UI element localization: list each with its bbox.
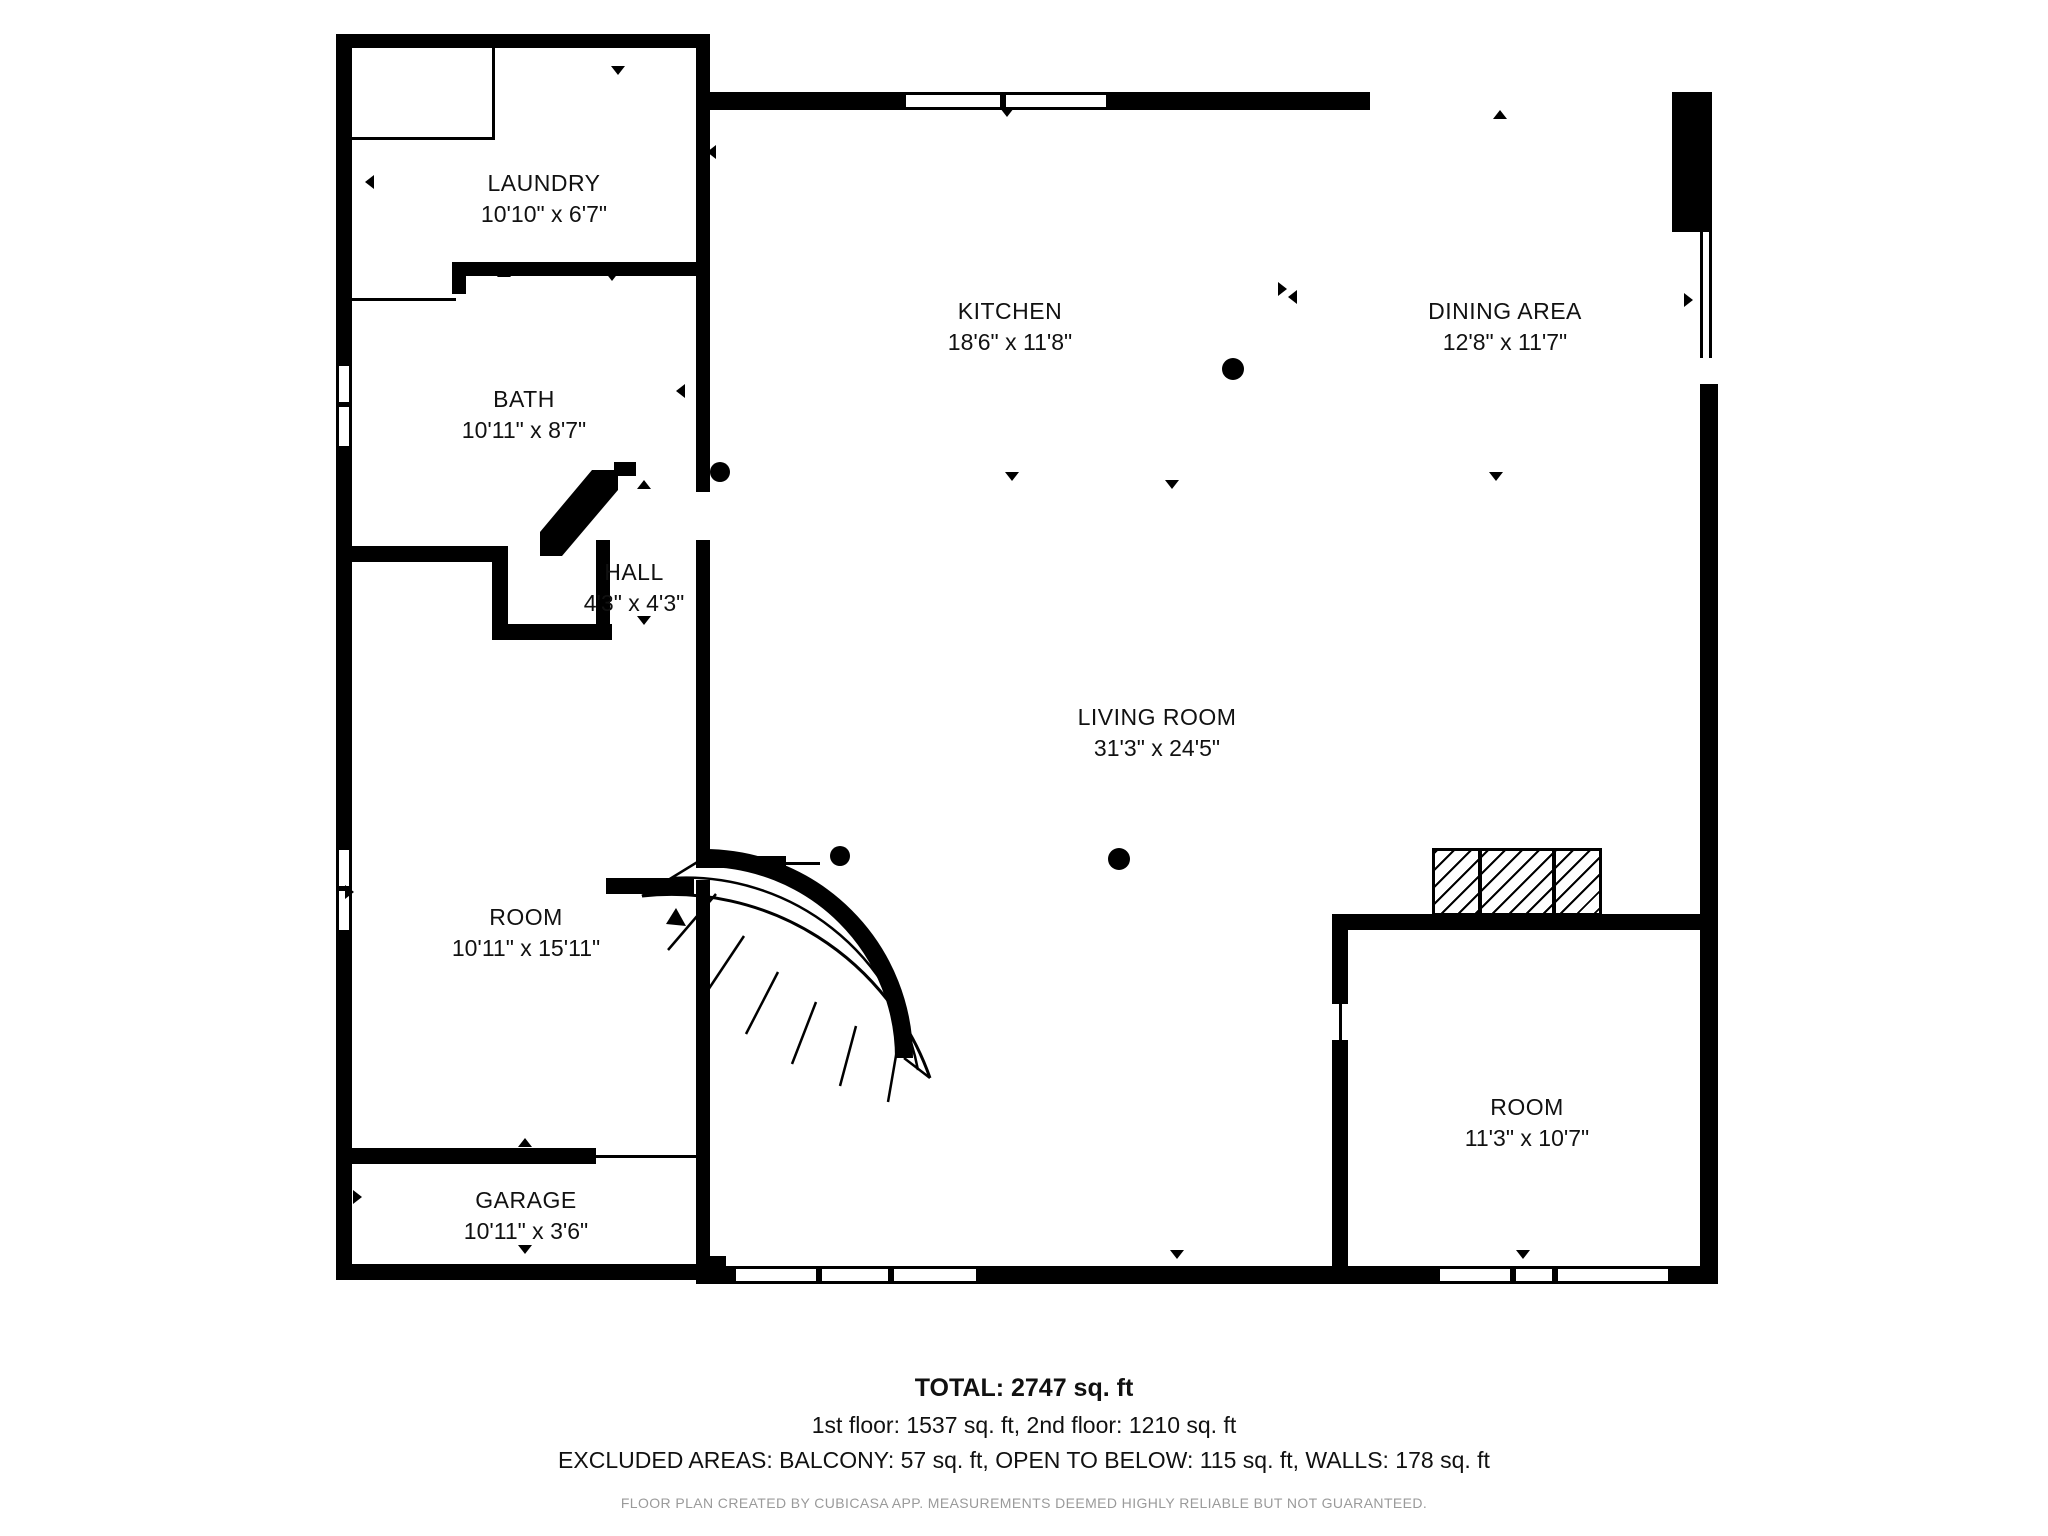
wall-exterior-bottom-left bbox=[336, 1264, 710, 1280]
wall-left-wing-right-3 bbox=[696, 540, 710, 856]
room-name: GARAGE bbox=[475, 1187, 577, 1213]
wall-window-mullion-bath bbox=[336, 402, 352, 407]
door-laundry-threshold bbox=[352, 298, 456, 301]
plan-summary bbox=[0, 1370, 2048, 1511]
direction-arrow-room-left bbox=[345, 885, 354, 899]
room-name: ROOM bbox=[1490, 1094, 1564, 1120]
floor-breakdown: 1st floor: 1537 sq. ft, 2nd floor: 1210 sq. ft bbox=[811, 1411, 1237, 1438]
window-dining-right bbox=[1700, 232, 1712, 358]
staircase-curved bbox=[690, 830, 1060, 1200]
wall-exterior-bottom-main bbox=[696, 1256, 726, 1284]
wall-window-mullion-b4 bbox=[1552, 1266, 1558, 1284]
direction-arrow-garage-top bbox=[518, 1138, 532, 1147]
direction-arrow-room-br-bottom bbox=[1516, 1250, 1530, 1259]
room-label-laundry bbox=[481, 168, 607, 230]
room-name: LAUNDRY bbox=[487, 170, 601, 196]
door-garage-threshold bbox=[596, 1155, 700, 1158]
ceiling-fixture-living bbox=[1108, 848, 1130, 870]
window-bottom-living-1 bbox=[736, 1266, 976, 1284]
direction-arrow-bath-angled bbox=[637, 480, 651, 489]
wall-bath-angled bbox=[540, 462, 690, 562]
wall-laundry-bath-divider bbox=[452, 262, 710, 276]
room-label-living-room bbox=[1078, 702, 1237, 764]
direction-arrow-garage-left bbox=[353, 1190, 362, 1204]
direction-arrow-dining-right bbox=[1684, 293, 1693, 307]
direction-arrow-bath-top-1 bbox=[497, 268, 511, 277]
wall-exterior-top-right bbox=[1672, 92, 1712, 232]
room-dims: 12'8" x 11'7" bbox=[1442, 329, 1568, 356]
excluded-areas: EXCLUDED AREAS: BALCONY: 57 sq. ft, OPEN TO BELOW: 115 sq. ft, WALLS: 178 sq. ft bbox=[558, 1447, 1490, 1474]
room-dims: 10'10" x 6'7" bbox=[480, 201, 608, 228]
direction-arrow-laundry-top bbox=[611, 66, 625, 75]
room-label-garage bbox=[464, 1185, 588, 1247]
door-stair-threshold bbox=[710, 862, 820, 865]
wall-exterior-bottom-6 bbox=[1668, 1266, 1718, 1284]
closet-divider-1 bbox=[1478, 848, 1482, 916]
room-label-hall bbox=[584, 557, 685, 619]
door-hinge-stair bbox=[830, 846, 850, 866]
wall-bath-right-stub bbox=[614, 462, 636, 476]
room-name: BATH bbox=[493, 386, 555, 412]
direction-arrow-living-bottom bbox=[1170, 1250, 1184, 1259]
wall-exterior-left bbox=[336, 34, 352, 1280]
wall-exterior-right-lower bbox=[1700, 914, 1718, 1280]
wall-left-wing-right-2 bbox=[696, 262, 710, 492]
room-label-dining-area bbox=[1428, 296, 1582, 358]
room-label-kitchen bbox=[948, 296, 1072, 358]
direction-arrow-kitchen-mid-1 bbox=[1278, 282, 1287, 296]
room-dims: 11'3" x 10'7" bbox=[1464, 1125, 1590, 1152]
direction-arrow-laundry-left bbox=[365, 175, 374, 189]
direction-arrow-kitchen-mid-4 bbox=[1165, 480, 1179, 489]
room-name: DINING AREA bbox=[1428, 298, 1582, 324]
ceiling-fixture-kitchen bbox=[1222, 358, 1244, 380]
room-label-room-left bbox=[452, 902, 600, 964]
room-dims: 31'3" x 24'5" bbox=[1093, 735, 1221, 762]
wall-exterior-bottom-3 bbox=[976, 1266, 1124, 1284]
room-label-room-bottom-right bbox=[1465, 1092, 1589, 1154]
room-name: LIVING ROOM bbox=[1077, 704, 1237, 730]
room-name: KITCHEN bbox=[957, 298, 1063, 324]
wall-room-garage-divider bbox=[336, 1148, 596, 1164]
wall-laundry-counter-right bbox=[492, 40, 495, 140]
room-dims: 18'6" x 11'8" bbox=[947, 329, 1073, 356]
direction-arrow-hall-inner bbox=[509, 627, 523, 636]
closet-hatch bbox=[1432, 848, 1602, 916]
direction-arrow-dining-mid bbox=[1489, 472, 1503, 481]
direction-arrow-bath-right bbox=[676, 384, 685, 398]
door-hinge-hall bbox=[710, 462, 730, 482]
direction-arrow-laundry-right bbox=[707, 145, 716, 159]
creator-credit: FLOOR PLAN CREATED BY CUBICASA APP. MEASUREMENTS DEEMED HIGHLY RELIABLE BUT NOT GUARANTEED. bbox=[620, 1494, 1428, 1511]
direction-arrow-kitchen-mid-2 bbox=[1288, 290, 1297, 304]
wall-bath-bottom bbox=[352, 546, 506, 562]
total-area: TOTAL: 2747 sq. ft bbox=[914, 1374, 1134, 1402]
direction-arrow-kitchen-mid-3 bbox=[1005, 472, 1019, 481]
wall-exterior-right-upper bbox=[1700, 384, 1718, 914]
room-dims: 10'11" x 8'7" bbox=[461, 417, 587, 444]
direction-arrow-room-br-left bbox=[1332, 1086, 1341, 1100]
wall-exterior-top-left-wing bbox=[336, 34, 710, 48]
wall-room-br-left-upper bbox=[1332, 914, 1348, 1004]
room-dims: 10'11" x 15'11" bbox=[451, 935, 601, 962]
wall-window-mullion-b2 bbox=[888, 1266, 894, 1284]
wall-laundry-counter-bottom bbox=[352, 137, 495, 140]
direction-arrow-closet-front bbox=[1516, 920, 1530, 929]
closet-divider-2 bbox=[1552, 848, 1556, 916]
wall-laundry-bath-stub bbox=[452, 262, 466, 294]
direction-arrow-bath-top-2 bbox=[605, 272, 619, 281]
wall-room-br-left-lower bbox=[1332, 1040, 1348, 1270]
wall-window-mullion-b3 bbox=[1510, 1266, 1516, 1284]
direction-arrow-kitchen-ceiling bbox=[1493, 110, 1507, 119]
room-name: ROOM bbox=[489, 904, 563, 930]
room-name: HALL bbox=[604, 559, 664, 585]
room-dims: 4'3" x 4'3" bbox=[583, 590, 685, 617]
direction-arrow-kitchen-top bbox=[1000, 108, 1014, 117]
room-label-bath bbox=[462, 384, 586, 446]
wall-window-mullion-b1 bbox=[816, 1266, 822, 1284]
room-dims: 10'11" x 3'6" bbox=[463, 1218, 589, 1245]
